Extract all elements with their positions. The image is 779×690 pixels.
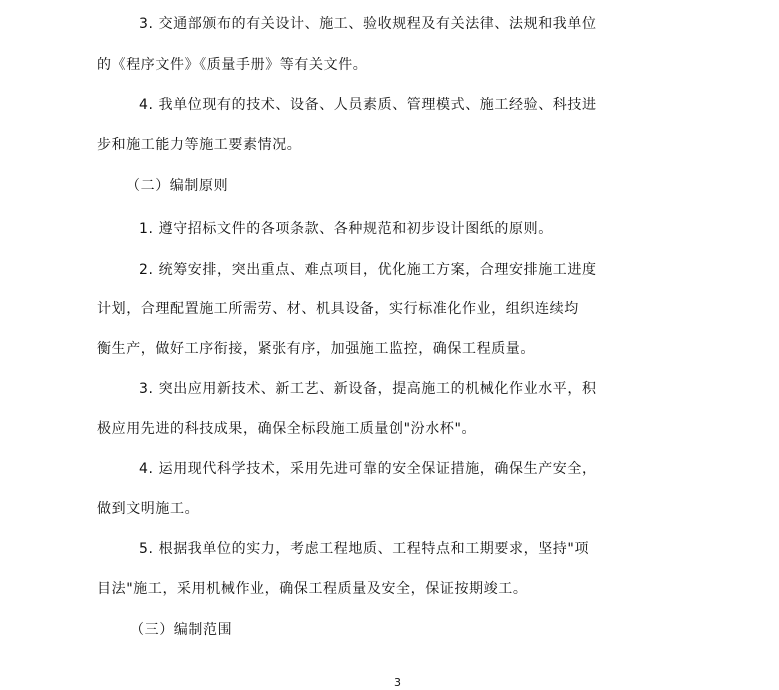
section-heading-principles: （二）编制原则 [126, 178, 229, 194]
text-line-item-4-start: 4. 我单位现有的技术、设备、人员素质、管理模式、施工经验、科技进 [139, 97, 597, 113]
section-heading-scope: （三）编制范围 [130, 622, 233, 638]
text-line-principle-5-start: 5. 根据我单位的实力，考虑工程地质、工程特点和工期要求，坚持"项 [139, 541, 590, 557]
text-line-principle-2-end: 衡生产，做好工序衔接，紧张有序，加强施工监控，确保工程质量。 [97, 341, 535, 357]
text-line-principle-3-end: 极应用先进的科技成果，确保全标段施工质量创"汾水杯"。 [97, 421, 477, 437]
text-line-principle-2-start: 2. 统筹安排，突出重点、难点项目，优化施工方案，合理安排施工进度 [139, 262, 597, 278]
text-line-item-3-start: 3. 交通部颁布的有关设计、施工、验收规程及有关法律、法规和我单位 [139, 16, 597, 32]
text-line-principle-3-start: 3. 突出应用新技术、新工艺、新设备，提高施工的机械化作业水平，积 [139, 381, 597, 397]
page-number: 3 [394, 676, 401, 689]
text-line-item-3-end: 的《程序文件》《质量手册》等有关文件。 [97, 57, 368, 73]
text-line-principle-4-end: 做到文明施工。 [97, 501, 200, 517]
text-line-principle-1: 1. 遵守招标文件的各项条款、各种规范和初步设计图纸的原则。 [139, 221, 553, 237]
text-line-principle-2-middle: 计划，合理配置施工所需劳、材、机具设备，实行标准化作业，组织连续均 [97, 301, 579, 317]
text-line-principle-4-start: 4. 运用现代科学技术，采用先进可靠的安全保证措施，确保生产安全， [139, 461, 597, 477]
text-line-item-4-end: 步和施工能力等施工要素情况。 [97, 137, 302, 153]
text-line-principle-5-end: 目法"施工，采用机械作业，确保工程质量及安全，保证按期竣工。 [97, 581, 528, 597]
